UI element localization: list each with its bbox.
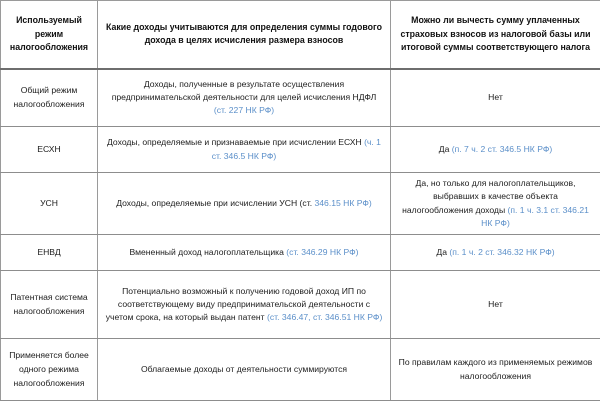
cell-income: [98, 69, 391, 127]
deduction-text: Да, но только для налогоплательщиков, выбравших в качестве объекта налогообложения доходы: [402, 178, 575, 215]
income-text: Облагаемые доходы от деятельности суммируются: [141, 364, 347, 374]
table-row: [1, 173, 600, 235]
deduction-text: По правилам каждого из применяемых режимов налогообложения: [399, 357, 593, 380]
cell-deduction: [391, 69, 600, 127]
cell-deduction: [391, 339, 600, 401]
table-header: [1, 1, 600, 69]
legal-reference: (п. 1 ч. 3.1 ст. 346.21 НК РФ): [481, 205, 589, 228]
table-row: [1, 127, 600, 173]
cell-regime: Общий режим налогообложения: [1, 69, 98, 127]
cell-deduction: [391, 173, 600, 235]
cell-income: [98, 173, 391, 235]
income-text: Потенциально возможный к получению годовой доход ИП по соответствующему виду предпринимательской деятельности с учетом срока, на который выдан патент: [106, 286, 370, 323]
cell-deduction: [391, 127, 600, 173]
cell-regime: УСН: [1, 173, 98, 235]
income-text: Доходы, определяемые при исчислении УСН (ст.: [116, 198, 314, 208]
legal-reference: (ч. 1 ст. 346.5 НК РФ): [212, 137, 381, 160]
cell-regime: Применяется более одного режима налогообложения: [1, 339, 98, 401]
legal-reference: (ст. 346.47, ст. 346.51 НК РФ): [267, 312, 382, 322]
cell-regime: ЕНВД: [1, 235, 98, 271]
legal-reference: (ст. 346.29 НК РФ): [286, 247, 358, 257]
cell-income: [98, 235, 391, 271]
legal-reference: (ст. 227 НК РФ): [214, 105, 274, 115]
column-header-income: Какие доходы учитываются для определения суммы годового дохода в целях исчисления размера взносов: [98, 1, 391, 69]
cell-regime: ЕСХН: [1, 127, 98, 173]
table-row: [1, 271, 600, 339]
table-row: [1, 339, 600, 401]
legal-reference: (п. 7 ч. 2 ст. 346.5 НК РФ): [452, 144, 552, 154]
cell-deduction: [391, 235, 600, 271]
cell-income: [98, 271, 391, 339]
deduction-text: Да: [439, 144, 452, 154]
cell-deduction: [391, 271, 600, 339]
income-text: Доходы, определяемые и признаваемые при исчислении ЕСХН: [107, 137, 364, 147]
income-text: Доходы, полученные в результате осуществления предпринимательской деятельности для целей исчисления НДФЛ: [112, 79, 377, 102]
legal-reference: 346.15 НК РФ): [314, 198, 371, 208]
cell-income: [98, 339, 391, 401]
cell-income: [98, 127, 391, 173]
table-body: [1, 69, 600, 401]
income-text: Вмененный доход налогоплательщика: [129, 247, 286, 257]
deduction-text: Нет: [488, 299, 503, 309]
deduction-text: Нет: [488, 92, 503, 102]
table-header-row: [1, 1, 600, 69]
column-header-deduction: Можно ли вычесть сумму уплаченных страховых взносов из налоговой базы или итоговой суммы соответствующего налога: [391, 1, 600, 69]
legal-reference: (п. 1 ч. 2 ст. 346.32 НК РФ): [449, 247, 554, 257]
table-row: [1, 69, 600, 127]
column-header-regime: Используемый режим налогообложения: [1, 1, 98, 69]
deduction-text: Да: [436, 247, 449, 257]
cell-regime: Патентная система налогообложения: [1, 271, 98, 339]
table-row: [1, 235, 600, 271]
